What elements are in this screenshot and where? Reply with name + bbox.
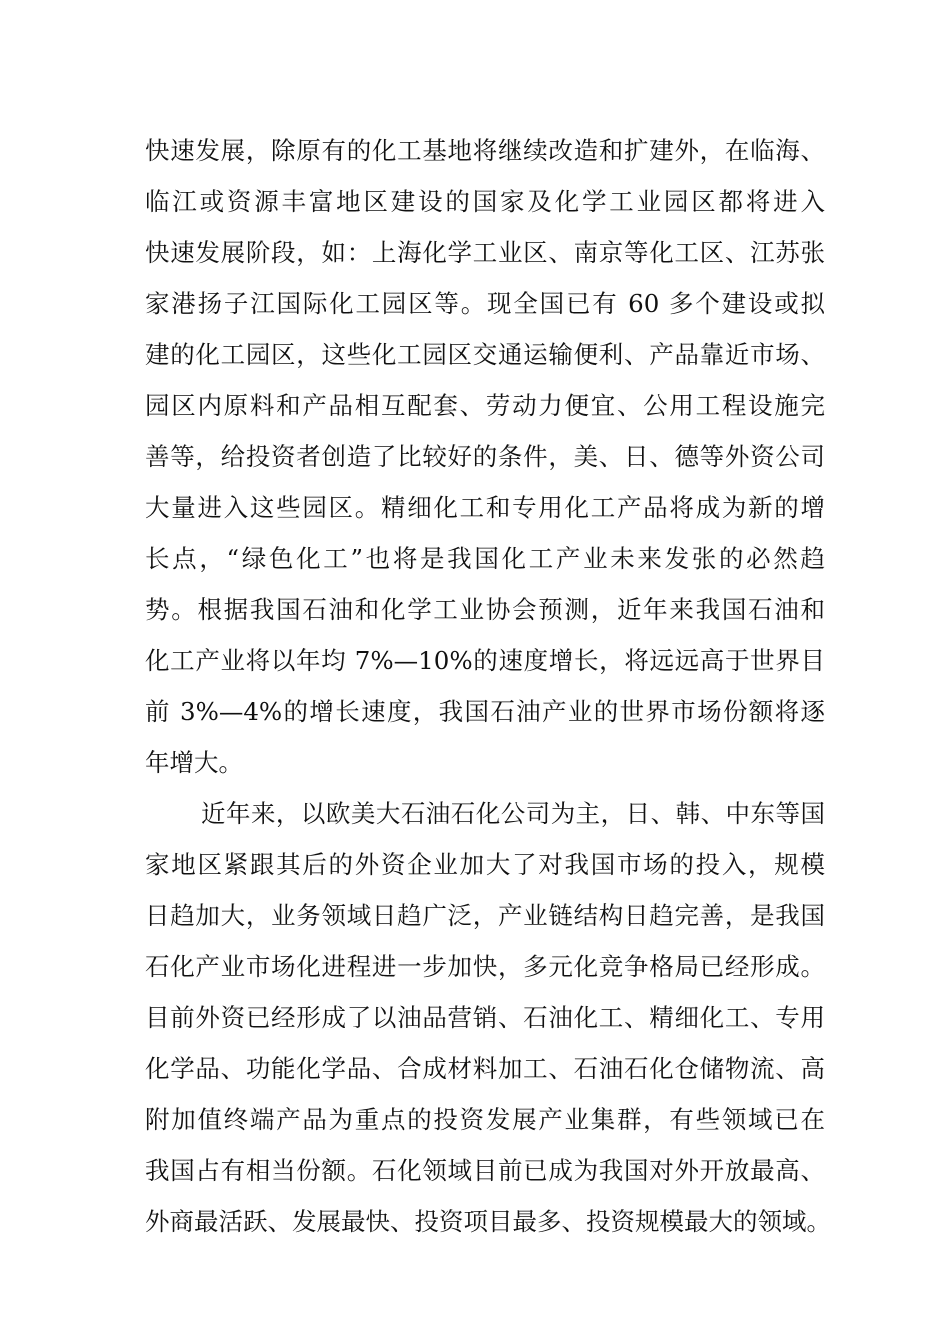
paragraph-line: 快速发展，除原有的化工基地将继续改造和扩建外，在临海、	[145, 136, 825, 165]
paragraph-1	[145, 125, 825, 788]
paragraph-line: 外商最活跃、发展最快、投资项目最多、投资规模最大的领域。	[145, 1207, 831, 1236]
paragraph-line: 园区内原料和产品相互配套、劳动力便宜、公用工程设施完	[145, 391, 825, 420]
paragraph-line: 临江或资源丰富地区建设的国家及化学工业园区都将进入	[145, 187, 825, 216]
paragraph-line: 附加值终端产品为重点的投资发展产业集群，有些领域已在	[145, 1105, 825, 1134]
paragraph-line: 近年来，以欧美大石油石化公司为主，日、韩、中东等国	[201, 799, 825, 828]
paragraph-line: 化学品、功能化学品、合成材料加工、石油石化仓储物流、高	[145, 1054, 825, 1083]
paragraph-line: 家港扬子江国际化工园区等。现全国已有 60 多个建设或拟	[145, 289, 825, 318]
paragraph-line: 日趋加大，业务领域日趋广泛，产业链结构日趋完善，是我国	[145, 901, 825, 930]
paragraph-line: 我国占有相当份额。石化领域目前已成为我国对外开放最高、	[145, 1156, 825, 1185]
paragraph-line: 化工产业将以年均 7%—10%的速度增长，将远远高于世界目	[145, 646, 825, 675]
body-text	[145, 125, 831, 1247]
paragraph-line: 善等，给投资者创造了比较好的条件，美、日、德等外资公司	[145, 442, 825, 471]
paragraph-line: 势。根据我国石油和化学工业协会预测，近年来我国石油和	[145, 595, 825, 624]
paragraph-line: 长点，“绿色化工”也将是我国化工产业未来发张的必然趋	[145, 544, 825, 573]
paragraph-line: 建的化工园区，这些化工园区交通运输便利、产品靠近市场、	[145, 340, 825, 369]
paragraph-line: 大量进入这些园区。精细化工和专用化工产品将成为新的增	[145, 493, 825, 522]
paragraph-line: 石化产业市场化进程进一步加快，多元化竞争格局已经形成。	[145, 952, 825, 981]
paragraph-line: 家地区紧跟其后的外资企业加大了对我国市场的投入，规模	[145, 850, 825, 879]
paragraph-line: 年增大。	[145, 748, 243, 777]
paragraph-2	[145, 788, 831, 1247]
paragraph-line: 目前外资已经形成了以油品营销、石油化工、精细化工、专用	[145, 1003, 825, 1032]
paragraph-line: 快速发展阶段，如：上海化学工业区、南京等化工区、江苏张	[145, 238, 825, 267]
paragraph-line: 前 3%—4%的增长速度，我国石油产业的世界市场份额将逐	[145, 697, 825, 726]
